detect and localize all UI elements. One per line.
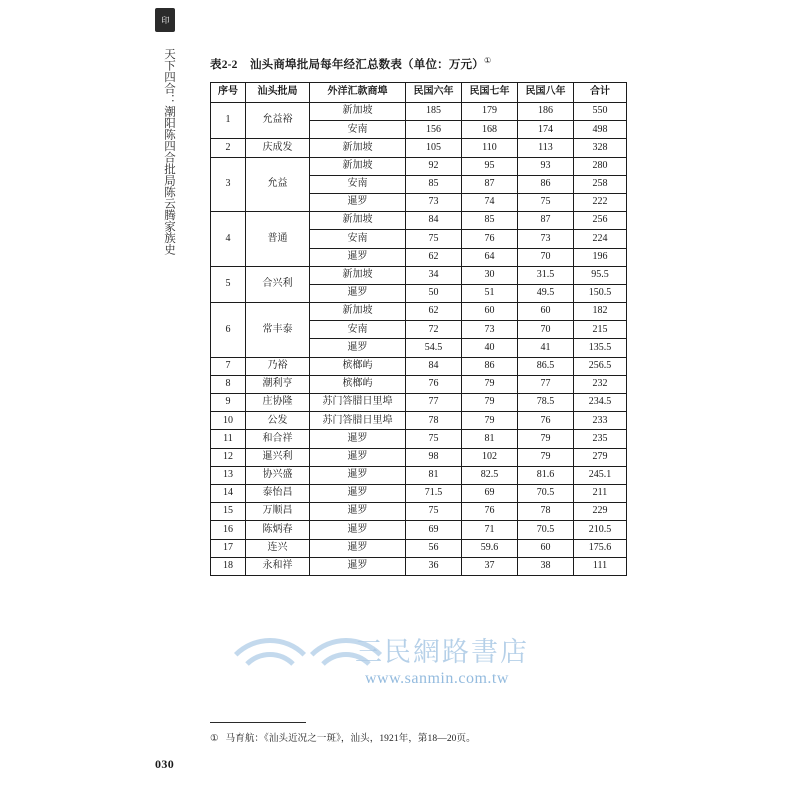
cell-firm-name: 乃裕	[246, 357, 310, 375]
cell-firm-name: 连兴	[246, 539, 310, 557]
table-row	[211, 357, 627, 375]
cell-firm-name: 万顺昌	[246, 503, 310, 521]
cell-port: 暹罗	[310, 521, 406, 539]
watermark-store-name: 三民網路書店	[355, 637, 529, 667]
table-body	[211, 103, 627, 576]
cell-year-six: 69	[406, 521, 462, 539]
cell-total: 498	[574, 121, 627, 139]
cell-total: 232	[574, 375, 627, 393]
cell-year-seven: 85	[462, 212, 518, 230]
cell-year-eight: 70	[518, 321, 574, 339]
cell-port: 槟榔屿	[310, 357, 406, 375]
cell-port: 暹罗	[310, 284, 406, 302]
cell-port: 安南	[310, 175, 406, 193]
cell-year-seven: 86	[462, 357, 518, 375]
cell-total: 279	[574, 448, 627, 466]
table-row	[211, 394, 627, 412]
cell-year-six: 75	[406, 503, 462, 521]
cell-total: 222	[574, 193, 627, 211]
table-row	[211, 266, 627, 284]
cell-port: 暹罗	[310, 484, 406, 502]
cell-year-six: 75	[406, 230, 462, 248]
cell-port: 暹罗	[310, 248, 406, 266]
cell-year-seven: 82.5	[462, 466, 518, 484]
cell-port: 槟榔屿	[310, 375, 406, 393]
cell-index: 15	[211, 503, 246, 521]
table-row	[211, 375, 627, 393]
table-header-row	[211, 83, 627, 103]
table-row	[211, 412, 627, 430]
table-caption	[210, 56, 610, 72]
cell-firm-name: 协兴盛	[246, 466, 310, 484]
cell-year-six: 84	[406, 212, 462, 230]
cell-year-eight: 93	[518, 157, 574, 175]
cell-index: 6	[211, 303, 246, 358]
cell-total: 235	[574, 430, 627, 448]
cell-year-seven: 69	[462, 484, 518, 502]
cell-firm-name: 允益	[246, 157, 310, 212]
cell-year-eight: 78	[518, 503, 574, 521]
cell-year-seven: 73	[462, 321, 518, 339]
cell-index: 2	[211, 139, 246, 157]
table-row	[211, 139, 627, 157]
cell-year-seven: 95	[462, 157, 518, 175]
cell-port: 暹罗	[310, 193, 406, 211]
cell-year-six: 34	[406, 266, 462, 284]
cell-port: 安南	[310, 230, 406, 248]
cell-year-seven: 79	[462, 412, 518, 430]
cell-firm-name: 庄协隆	[246, 394, 310, 412]
cell-port: 新加坡	[310, 266, 406, 284]
cell-index: 7	[211, 357, 246, 375]
table-row	[211, 212, 627, 230]
cell-firm-name: 普通	[246, 212, 310, 267]
cell-year-seven: 40	[462, 339, 518, 357]
cell-year-six: 36	[406, 557, 462, 575]
cell-index: 11	[211, 430, 246, 448]
cell-port: 暹罗	[310, 339, 406, 357]
column-header-year-six: 民国六年	[406, 83, 462, 103]
cell-port: 新加坡	[310, 212, 406, 230]
cell-firm-name: 潮利亨	[246, 375, 310, 393]
footnote-divider	[210, 722, 306, 723]
table-row	[211, 103, 627, 121]
footnote-marker: ①	[210, 734, 219, 744]
cell-total: 280	[574, 157, 627, 175]
table-caption-label: 表2-2	[210, 59, 238, 71]
cell-year-six: 50	[406, 284, 462, 302]
footnote-text: 马育航：《汕头近况之一斑》，汕头，1921年，第18—20页。	[225, 734, 476, 744]
cell-total: 234.5	[574, 394, 627, 412]
cell-year-seven: 37	[462, 557, 518, 575]
table-caption-footnote-marker: ①	[483, 56, 492, 66]
cell-year-six: 98	[406, 448, 462, 466]
cell-year-six: 156	[406, 121, 462, 139]
cell-firm-name: 合兴利	[246, 266, 310, 302]
cell-year-seven: 71	[462, 521, 518, 539]
cell-year-six: 84	[406, 357, 462, 375]
cell-firm-name: 泰怡昌	[246, 484, 310, 502]
cell-year-seven: 64	[462, 248, 518, 266]
cell-year-eight: 86	[518, 175, 574, 193]
cell-year-eight: 186	[518, 103, 574, 121]
table-row	[211, 521, 627, 539]
column-header-year-seven: 民国七年	[462, 83, 518, 103]
cell-port: 暹罗	[310, 466, 406, 484]
table-row	[211, 503, 627, 521]
cell-year-eight: 70.5	[518, 521, 574, 539]
table-row	[211, 303, 627, 321]
cell-index: 10	[211, 412, 246, 430]
cell-year-eight: 79	[518, 430, 574, 448]
cell-year-eight: 76	[518, 412, 574, 430]
cell-year-eight: 73	[518, 230, 574, 248]
cell-index: 17	[211, 539, 246, 557]
statistics-table	[210, 82, 627, 576]
seal-glyph: 印	[161, 15, 169, 25]
cell-year-seven: 102	[462, 448, 518, 466]
cell-year-six: 105	[406, 139, 462, 157]
cell-port: 苏门答腊日里埠	[310, 412, 406, 430]
running-title: 天下四合：潮阳陈四合批局陈云腾家族史	[163, 48, 175, 255]
cell-year-six: 71.5	[406, 484, 462, 502]
cell-port: 新加坡	[310, 303, 406, 321]
cell-year-seven: 79	[462, 375, 518, 393]
cell-index: 9	[211, 394, 246, 412]
cell-total: 95.5	[574, 266, 627, 284]
table-row	[211, 466, 627, 484]
cell-year-six: 62	[406, 303, 462, 321]
cell-firm-name: 公发	[246, 412, 310, 430]
cell-year-eight: 49.5	[518, 284, 574, 302]
cell-index: 14	[211, 484, 246, 502]
cell-year-eight: 70	[518, 248, 574, 266]
cell-year-eight: 87	[518, 212, 574, 230]
cell-year-eight: 174	[518, 121, 574, 139]
cell-total: 256.5	[574, 357, 627, 375]
cell-firm-name: 永和祥	[246, 557, 310, 575]
cell-year-seven: 51	[462, 284, 518, 302]
table-row	[211, 430, 627, 448]
cell-total: 111	[574, 557, 627, 575]
cell-port: 安南	[310, 321, 406, 339]
cell-port: 新加坡	[310, 157, 406, 175]
cell-port: 新加坡	[310, 103, 406, 121]
cell-year-six: 76	[406, 375, 462, 393]
cell-index: 16	[211, 521, 246, 539]
cell-index: 18	[211, 557, 246, 575]
cell-total: 328	[574, 139, 627, 157]
cell-year-seven: 60	[462, 303, 518, 321]
cell-year-eight: 79	[518, 448, 574, 466]
cell-total: 182	[574, 303, 627, 321]
cell-index: 13	[211, 466, 246, 484]
cell-index: 3	[211, 157, 246, 212]
cell-year-eight: 38	[518, 557, 574, 575]
cell-year-eight: 78.5	[518, 394, 574, 412]
cell-port: 暹罗	[310, 539, 406, 557]
cell-port: 苏门答腊日里埠	[310, 394, 406, 412]
cell-port: 新加坡	[310, 139, 406, 157]
cell-year-six: 54.5	[406, 339, 462, 357]
cell-year-seven: 76	[462, 503, 518, 521]
cell-year-seven: 76	[462, 230, 518, 248]
table-row	[211, 484, 627, 502]
cell-index: 4	[211, 212, 246, 267]
cell-year-eight: 60	[518, 539, 574, 557]
cell-year-seven: 168	[462, 121, 518, 139]
cell-total: 210.5	[574, 521, 627, 539]
cell-year-eight: 70.5	[518, 484, 574, 502]
cell-total: 258	[574, 175, 627, 193]
cell-year-seven: 81	[462, 430, 518, 448]
cell-year-seven: 79	[462, 394, 518, 412]
cell-port: 安南	[310, 121, 406, 139]
cell-year-eight: 31.5	[518, 266, 574, 284]
cell-year-seven: 74	[462, 193, 518, 211]
cell-firm-name: 庆成发	[246, 139, 310, 157]
cell-total: 256	[574, 212, 627, 230]
cell-year-eight: 77	[518, 375, 574, 393]
cell-total: 175.6	[574, 539, 627, 557]
footnote	[210, 730, 476, 744]
cell-total: 224	[574, 230, 627, 248]
cell-year-seven: 110	[462, 139, 518, 157]
cell-index: 5	[211, 266, 246, 302]
cell-total: 135.5	[574, 339, 627, 357]
cell-firm-name: 允益裕	[246, 103, 310, 139]
cell-year-six: 185	[406, 103, 462, 121]
cell-total: 196	[574, 248, 627, 266]
cell-port: 暹罗	[310, 448, 406, 466]
site-watermark	[215, 628, 635, 708]
cell-total: 215	[574, 321, 627, 339]
watermark-arcs-icon	[215, 632, 415, 702]
cell-firm-name: 暹兴利	[246, 448, 310, 466]
table-caption-text: 汕头商埠批局每年经汇总数表（单位：万元）	[249, 59, 484, 71]
cell-year-six: 72	[406, 321, 462, 339]
cell-year-eight: 75	[518, 193, 574, 211]
cell-index: 8	[211, 375, 246, 393]
cell-total: 245.1	[574, 466, 627, 484]
cell-year-seven: 179	[462, 103, 518, 121]
cell-year-six: 73	[406, 193, 462, 211]
cell-port: 暹罗	[310, 503, 406, 521]
column-header-year-eight: 民国八年	[518, 83, 574, 103]
cell-year-six: 81	[406, 466, 462, 484]
cell-total: 211	[574, 484, 627, 502]
cell-firm-name: 陈炳春	[246, 521, 310, 539]
table-row	[211, 539, 627, 557]
cell-total: 233	[574, 412, 627, 430]
cell-year-six: 92	[406, 157, 462, 175]
column-header-index: 序号	[211, 83, 246, 103]
cell-year-seven: 87	[462, 175, 518, 193]
cell-total: 229	[574, 503, 627, 521]
column-header-port: 外洋汇款商埠	[310, 83, 406, 103]
column-header-firm: 汕头批局	[246, 83, 310, 103]
cell-year-six: 75	[406, 430, 462, 448]
cell-index: 12	[211, 448, 246, 466]
cell-year-six: 78	[406, 412, 462, 430]
cell-total: 550	[574, 103, 627, 121]
table-row	[211, 557, 627, 575]
cell-year-seven: 30	[462, 266, 518, 284]
cell-total: 150.5	[574, 284, 627, 302]
page-number: 030	[155, 757, 175, 771]
watermark-url: www.sanmin.com.tw	[365, 670, 509, 687]
cell-year-six: 77	[406, 394, 462, 412]
cell-year-six: 56	[406, 539, 462, 557]
cell-firm-name: 常丰泰	[246, 303, 310, 358]
cell-index: 1	[211, 103, 246, 139]
cell-firm-name: 和合祥	[246, 430, 310, 448]
cell-year-eight: 113	[518, 139, 574, 157]
cell-year-eight: 41	[518, 339, 574, 357]
table-row	[211, 157, 627, 175]
statistics-table-container	[210, 82, 612, 576]
cell-year-eight: 86.5	[518, 357, 574, 375]
table-row	[211, 448, 627, 466]
publisher-seal-icon	[155, 8, 175, 32]
cell-year-eight: 81.6	[518, 466, 574, 484]
cell-year-six: 85	[406, 175, 462, 193]
cell-port: 暹罗	[310, 430, 406, 448]
cell-year-six: 62	[406, 248, 462, 266]
column-header-total: 合计	[574, 83, 627, 103]
cell-year-seven: 59.6	[462, 539, 518, 557]
cell-port: 暹罗	[310, 557, 406, 575]
cell-year-eight: 60	[518, 303, 574, 321]
